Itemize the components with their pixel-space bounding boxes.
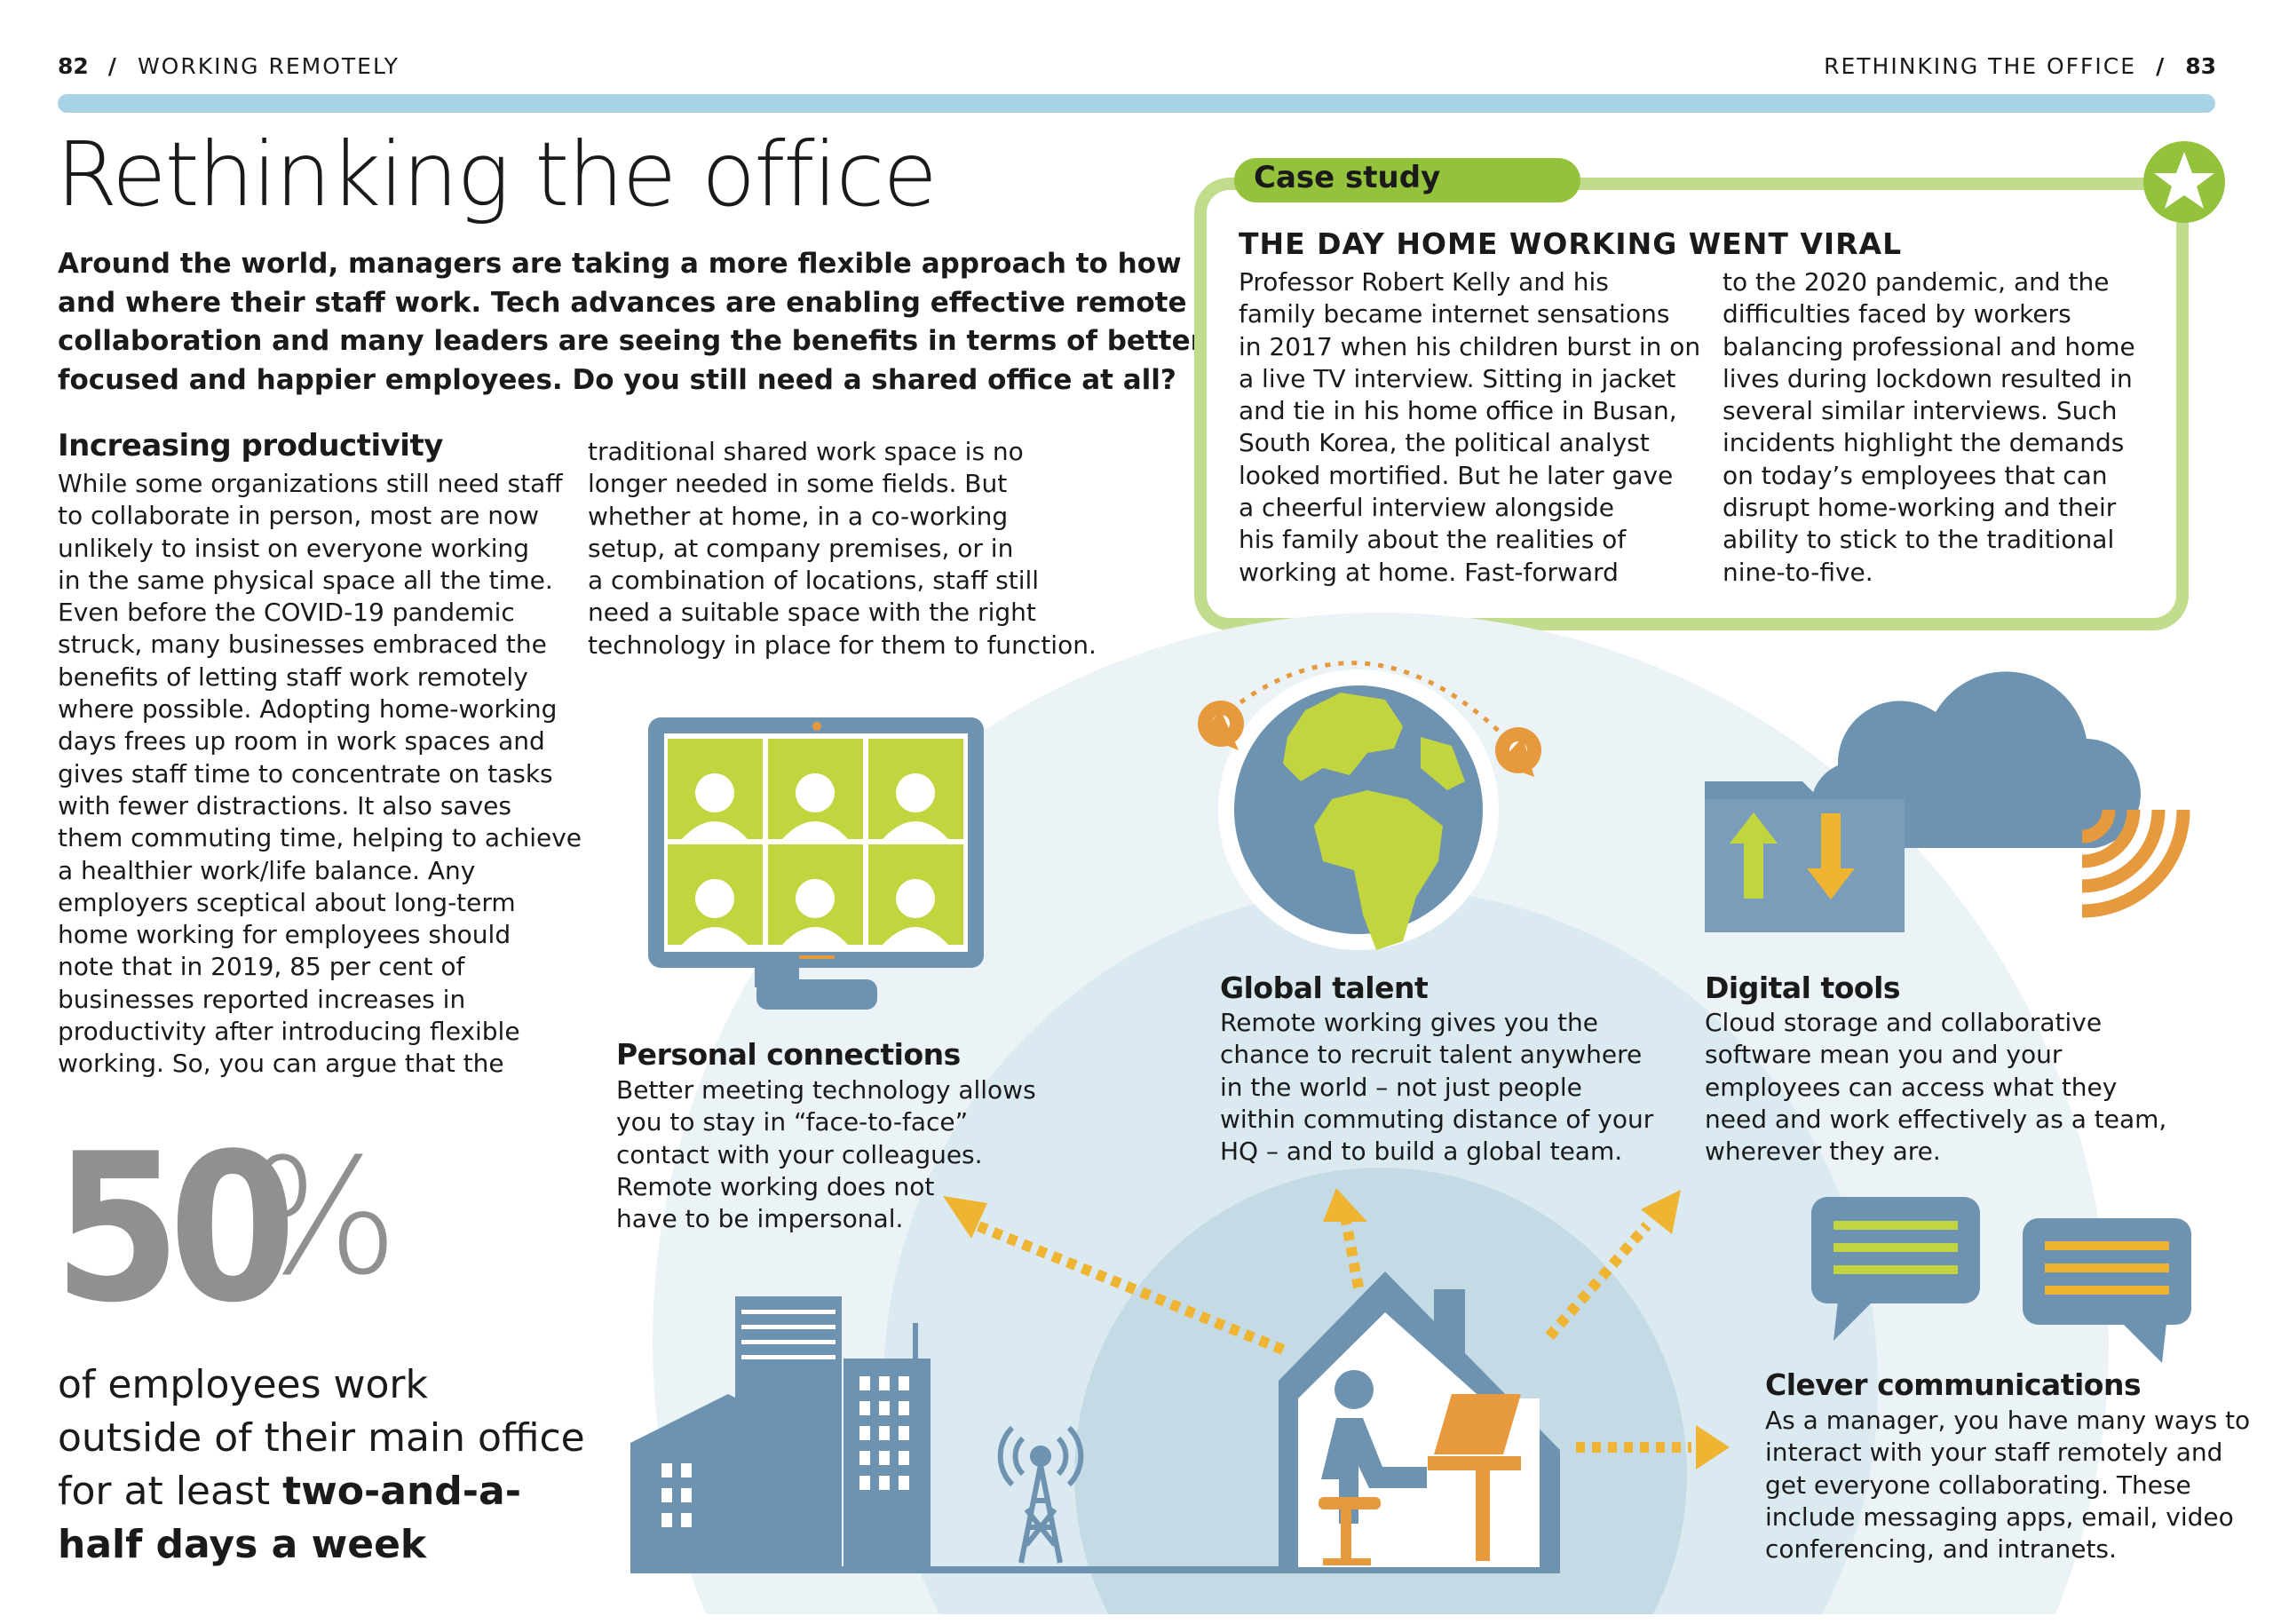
digital-tools-text [1705,1007,2166,1168]
body-line: and tie in his home office in Busan, [1239,396,1677,426]
clever-communications-text [1765,1405,2250,1565]
body-line: a healthier work/life balance. Any [58,855,476,885]
global-talent-text [1220,1007,1653,1168]
body-line: unlikely to insist on everyone working [58,533,530,563]
personal-connections-heading: Personal connections [616,1037,961,1072]
body-line: lives during lockdown resulted in [1723,363,2133,393]
globe-icon [1218,669,1499,950]
body-line: setup, at company premises, or in [588,533,1014,563]
body-line: incidents highlight the demands [1723,428,2125,458]
body-line: balancing professional and home [1723,331,2135,361]
digital-tools-heading: Digital tools [1705,970,1901,1005]
lead-line: collaboration and many leaders are seeing the benefits in terms of better [58,325,1204,357]
body-line: a live TV interview. Sitting in jacket [1239,363,1676,393]
body-line: several similar interviews. Such [1723,396,2118,426]
stat-emphasis: two-and-a- [282,1469,522,1514]
ground-line [630,1566,1305,1573]
body-line: gives staff time to concentrate on tasks [58,758,553,788]
body-line: within commuting distance of your [1220,1104,1654,1134]
stat-percent-sign: % [247,1125,400,1311]
body-line: where possible. Adopting home-working [58,694,558,725]
body-line: days frees up room in work spaces and [58,726,545,757]
body-line: employees can access what they [1705,1072,2118,1102]
body-line: productivity after introducing flexible [58,1017,520,1047]
body-line: struck, many businesses embraced the [58,630,547,660]
page-title: Rethinking the office [56,123,936,226]
body-line: on today’s employees that can [1723,460,2108,490]
body-line: working. So, you can argue that the [58,1049,504,1079]
body-line: chance to recruit talent anywhere [1220,1040,1643,1070]
video-call-monitor-icon [648,717,984,1010]
body-line: note that in 2019, 85 per cent of [58,952,465,982]
body-line: HQ – and to build a global team. [1220,1137,1623,1167]
body-line: looked mortified. But he later gave [1239,460,1674,490]
body-line: them commuting time, helping to achieve [58,823,582,853]
folder-transfer-icon [1705,781,1905,932]
right-section-title: RETHINKING THE OFFICE [1824,53,2137,79]
body-line: ability to stick to the traditional [1723,525,2115,555]
body-line: Remote working does not [616,1171,935,1201]
body-line: longer needed in some fields. But [588,469,1008,499]
stat-line-plain: for at least [58,1469,283,1514]
stat-emphasis: half days a week [58,1522,427,1567]
body-line: whether at home, in a co-working [588,501,1009,531]
right-page-number: 83 [2185,53,2216,79]
body-line: in the world – not just people [1220,1072,1582,1102]
body-line: a combination of locations, staff still [588,566,1040,596]
body-line: Remote working gives you the [1220,1008,1599,1037]
wifi-signal-icon [2082,810,2183,911]
body-line: employers sceptical about long-term [58,887,516,917]
body-line: businesses reported increases in [58,984,466,1014]
stat-line: of employees work [58,1362,428,1407]
header-separator: / [2156,53,2166,79]
stat-number: 50 [53,1111,284,1348]
body-line: home working for employees should [58,920,511,950]
body-line: family became internet sensations [1239,299,1670,329]
body-line: a cheerful interview alongside [1239,493,1615,523]
lead-line: focused and happier employees. Do you still need a shared office at all? [58,363,1176,396]
body-line: need and work effectively as a team, [1705,1104,2167,1134]
body-line: As a manager, you have many ways to [1765,1406,2251,1435]
body-line: you to stay in “face-to-face” [616,1107,969,1137]
personal-connections-text [616,1074,1036,1235]
body-line: technology in place for them to function. [588,630,1097,660]
clever-communications-heading: Clever communications [1765,1367,2142,1402]
body-line: While some organizations still need staff [58,469,563,498]
body-line: working at home. Fast-forward [1239,557,1619,587]
productivity-heading: Increasing productivity [58,428,443,463]
body-line: to the 2020 pandemic, and the [1723,267,2110,297]
body-line: his family about the realities of [1239,525,1627,555]
body-line: Professor Robert Kelly and his [1239,267,1609,297]
body-line: conferencing, and intranets. [1765,1534,2117,1565]
body-line: difficulties faced by workers [1723,299,2071,329]
body-line: to collaborate in person, most are now [58,501,539,531]
header-separator: / [107,53,118,79]
body-line: Better meeting technology allows [616,1075,1036,1105]
body-line: South Korea, the political analyst [1239,428,1650,458]
body-line: Cloud storage and collaborative [1705,1008,2103,1037]
stat-line: outside of their main office [58,1415,585,1461]
case-study-heading: THE DAY HOME WORKING WENT VIRAL [1239,226,1903,261]
body-line: need a suitable space with the right [588,598,1036,628]
body-line: benefits of letting staff work remotely [58,661,528,692]
left-page-number: 82 [58,53,89,79]
body-line: have to be impersonal. [616,1204,904,1234]
body-line: in the same physical space all the time. [58,565,553,595]
lead-line: and where their staff work. Tech advances are enabling effective remote [58,286,1187,319]
body-line: include messaging apps, email, video [1765,1501,2234,1532]
body-line: nine-to-five. [1723,557,1873,587]
body-line: contact with your colleagues. [616,1139,983,1169]
body-line: software mean you and your [1705,1040,2063,1070]
lead-line: Around the world, managers are taking a more flexible approach to how [58,248,1182,280]
body-line: Even before the COVID-19 pandemic [58,598,515,628]
body-line: interact with your staff remotely and [1765,1438,2223,1468]
body-line: get everyone collaborating. These [1765,1470,2191,1500]
body-line: with fewer distractions. It also saves [58,790,511,820]
case-study-tab-label: Case study [1254,160,1441,195]
body-line: in 2017 when his children burst in on [1239,331,1701,361]
body-line: traditional shared work space is no [588,437,1024,466]
left-section-title: WORKING REMOTELY [137,53,400,79]
body-line: wherever they are. [1705,1137,1941,1167]
global-talent-heading: Global talent [1220,970,1429,1005]
body-line: disrupt home-working and their [1723,493,2117,523]
